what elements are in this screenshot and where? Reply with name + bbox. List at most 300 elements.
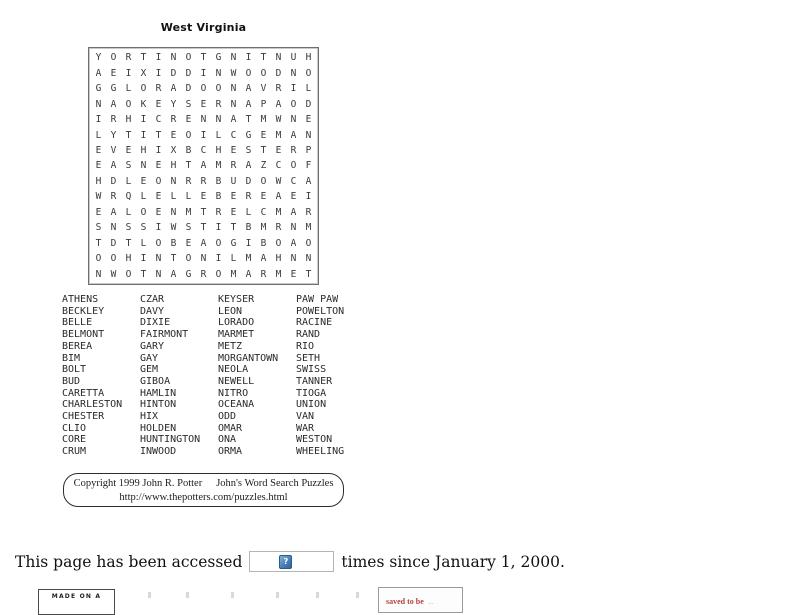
- grid-letter: R: [290, 145, 297, 157]
- grid-letter: D: [170, 67, 177, 79]
- badge-red-text: saved to be: [386, 597, 424, 606]
- grid-letter: T: [170, 253, 177, 265]
- word-list-item: ODD: [218, 411, 237, 423]
- word-list-item: NEOLA: [218, 364, 249, 376]
- grid-letter: M: [260, 222, 267, 234]
- letter-top-mark: [148, 592, 151, 598]
- grid-letter: X: [140, 67, 147, 79]
- grid-letter: L: [230, 253, 237, 265]
- grid-letter: M: [245, 253, 252, 265]
- grid-letter: R: [215, 206, 222, 218]
- grid-letter: A: [245, 83, 252, 95]
- grid-letter: A: [245, 268, 252, 280]
- grid-letter: R: [230, 160, 237, 172]
- grid-letter: W: [275, 175, 282, 187]
- grid-letter: R: [200, 175, 207, 187]
- grid-letter: R: [110, 191, 117, 203]
- made-on-a-badge: MADE ON A: [38, 589, 115, 615]
- grid-letter: E: [95, 145, 102, 157]
- grid-letter: G: [110, 83, 117, 95]
- word-list-item: UNION: [296, 399, 327, 411]
- word-list-column: [218, 294, 296, 458]
- word-list-item: HAMLIN: [140, 387, 177, 399]
- grid-letter: R: [155, 83, 162, 95]
- grid-letter: A: [290, 237, 297, 249]
- word-list-item: ATHENS: [62, 294, 99, 305]
- grid-letter: W: [275, 114, 282, 126]
- grid-letter: I: [200, 67, 207, 79]
- grid-letter: E: [290, 191, 297, 203]
- grid-letter: E: [155, 191, 162, 203]
- grid-letter: A: [170, 268, 177, 280]
- grid-letter: C: [200, 145, 207, 157]
- grid-letter: L: [170, 191, 177, 203]
- word-list-item: CARETTA: [62, 387, 105, 399]
- grid-letter: T: [140, 268, 147, 280]
- grid-letter: I: [140, 253, 147, 265]
- grid-letter: T: [200, 52, 207, 64]
- grid-letter: I: [200, 129, 207, 141]
- grid-letter: O: [290, 98, 297, 110]
- grid-letter: L: [215, 129, 222, 141]
- grid-letter: N: [200, 253, 207, 265]
- letter-top-mark: [186, 592, 189, 598]
- grid-letter: A: [110, 98, 117, 110]
- grid-letter: N: [305, 129, 312, 141]
- grid-letter: R: [305, 206, 312, 218]
- grid-letter: T: [200, 222, 207, 234]
- grid-letter: O: [125, 268, 132, 280]
- grid-letter: A: [260, 253, 267, 265]
- access-counter-line: [15, 551, 565, 572]
- grid-letter: H: [140, 145, 147, 157]
- word-search-grid: [88, 47, 319, 285]
- grid-letter: N: [110, 222, 117, 234]
- grid-letter: L: [185, 191, 192, 203]
- grid-letter: C: [155, 114, 162, 126]
- grid-letter: H: [275, 253, 282, 265]
- grid-letter: N: [155, 253, 162, 265]
- grid-letter: O: [305, 237, 312, 249]
- grid-letter: T: [305, 268, 312, 280]
- grid-letter: R: [125, 52, 132, 64]
- grid-letter: S: [125, 160, 132, 172]
- word-list-item: BOLT: [62, 364, 87, 376]
- grid-letter: E: [155, 160, 162, 172]
- grid-letter: N: [230, 83, 237, 95]
- word-list-item: ORMA: [218, 446, 243, 458]
- grid-letter: D: [110, 175, 117, 187]
- grid-letter: I: [155, 67, 162, 79]
- grid-letter: L: [95, 129, 102, 141]
- grid-letter: H: [125, 253, 132, 265]
- grid-letter: P: [305, 145, 312, 157]
- grid-letter: O: [305, 67, 312, 79]
- word-list-column: [296, 294, 386, 458]
- grid-letter: F: [305, 160, 312, 172]
- grid-letter: A: [245, 98, 252, 110]
- grid-letter: R: [110, 114, 117, 126]
- grid-letter: L: [125, 83, 132, 95]
- grid-letter: W: [170, 222, 177, 234]
- grid-letter: O: [125, 98, 132, 110]
- grid-letter: S: [245, 145, 252, 157]
- grid-letter: N: [230, 98, 237, 110]
- word-list-item: BECKLEY: [62, 305, 105, 317]
- grid-letter: I: [215, 222, 222, 234]
- site-name-text: John's Word Search Puzzles: [216, 478, 334, 489]
- grid-letter: O: [95, 253, 102, 265]
- grid-letter: D: [245, 175, 252, 187]
- grid-letter: A: [170, 83, 177, 95]
- grid-letter: S: [140, 222, 147, 234]
- grid-letter: E: [260, 191, 267, 203]
- grid-letter: I: [245, 237, 252, 249]
- word-list-item: BELLE: [62, 317, 93, 329]
- grid-letter: O: [110, 52, 117, 64]
- grid-letter: T: [140, 52, 147, 64]
- grid-letter: A: [275, 98, 282, 110]
- grid-letter: T: [125, 129, 132, 141]
- grid-letter: M: [185, 206, 192, 218]
- grid-letter: R: [185, 175, 192, 187]
- word-list-item: TIOGA: [296, 387, 327, 399]
- grid-letter: D: [110, 237, 117, 249]
- grid-letter: B: [245, 222, 252, 234]
- letter-top-mark: [316, 592, 319, 598]
- word-list-item: BUD: [62, 375, 81, 387]
- grid-letter: I: [140, 114, 147, 126]
- word-list-item: DIXIE: [140, 317, 171, 329]
- grid-letter: A: [200, 160, 207, 172]
- word-list-item: HIX: [140, 411, 159, 423]
- word-list-item: SWISS: [296, 364, 327, 376]
- grid-letter: E: [275, 145, 282, 157]
- grid-letter: E: [230, 206, 237, 218]
- grid-letter: R: [275, 222, 282, 234]
- word-list-item: DAVY: [140, 305, 165, 317]
- grid-letter: T: [260, 52, 267, 64]
- grid-letter: O: [215, 268, 222, 280]
- grid-letter: B: [260, 237, 267, 249]
- grid-letter: E: [125, 145, 132, 157]
- grid-letter: T: [230, 222, 237, 234]
- grid-letter: O: [155, 175, 162, 187]
- grid-letter: I: [140, 129, 147, 141]
- grid-letter: C: [290, 175, 297, 187]
- grid-letter: A: [110, 160, 117, 172]
- grid-letter: M: [275, 206, 282, 218]
- grid-letter: N: [275, 52, 282, 64]
- word-list-item: HOLDEN: [140, 422, 177, 434]
- grid-letter: B: [170, 237, 177, 249]
- word-list-item: CHESTER: [62, 411, 105, 423]
- grid-letter: G: [95, 83, 102, 95]
- broken-image-icon: ?: [279, 555, 292, 569]
- grid-letter: E: [260, 129, 267, 141]
- grid-letter: U: [230, 175, 237, 187]
- grid-letter: A: [245, 160, 252, 172]
- grid-letter: M: [305, 222, 312, 234]
- grid-letter: C: [230, 129, 237, 141]
- word-list-item: RACINE: [296, 317, 333, 329]
- grid-letter: I: [125, 67, 132, 79]
- grid-letter: R: [215, 98, 222, 110]
- grid-letter: S: [185, 222, 192, 234]
- grid-letter: P: [260, 98, 267, 110]
- grid-letter: I: [290, 83, 297, 95]
- grid-letter: B: [215, 175, 222, 187]
- grid-letter: O: [245, 67, 252, 79]
- grid-letter: L: [245, 206, 252, 218]
- word-list-item: CHARLESTON: [62, 399, 123, 411]
- grid-letter: T: [200, 206, 207, 218]
- word-list-item: TANNER: [296, 375, 333, 387]
- word-list-item: ONA: [218, 434, 237, 446]
- grid-letter: E: [230, 145, 237, 157]
- grid-letter: X: [170, 145, 177, 157]
- grid-letter: E: [305, 114, 312, 126]
- grid-letter: A: [275, 191, 282, 203]
- word-list-item: HUNTINGTON: [140, 434, 201, 446]
- word-list-item: NITRO: [218, 387, 249, 399]
- word-list-item: GEM: [140, 364, 159, 376]
- word-list-item: INWOOD: [140, 446, 177, 458]
- grid-letter: T: [245, 114, 252, 126]
- grid-letter: E: [95, 206, 102, 218]
- grid-letter: E: [95, 160, 102, 172]
- grid-letter: N: [230, 52, 237, 64]
- word-list-item: GIBOA: [140, 375, 171, 387]
- word-list-item: SETH: [296, 352, 321, 364]
- grid-letter: C: [260, 206, 267, 218]
- grid-letter: N: [200, 114, 207, 126]
- grid-letter: O: [155, 237, 162, 249]
- grid-letter: N: [215, 114, 222, 126]
- word-list-column: [62, 294, 140, 458]
- grid-letter: N: [290, 222, 297, 234]
- letter-top-mark: [276, 592, 279, 598]
- grid-letter: L: [140, 191, 147, 203]
- grid-letter: N: [290, 114, 297, 126]
- grid-letter: W: [110, 268, 117, 280]
- grid-letter: L: [125, 175, 132, 187]
- grid-letter: T: [125, 237, 132, 249]
- grid-letter: N: [215, 67, 222, 79]
- grid-letter: K: [140, 98, 147, 110]
- grid-letter: O: [185, 129, 192, 141]
- grid-letter: H: [170, 160, 177, 172]
- grid-letter: M: [275, 129, 282, 141]
- grid-letter: O: [185, 52, 192, 64]
- grid-letter: A: [305, 175, 312, 187]
- grid-letter: T: [185, 160, 192, 172]
- grid-letter: E: [170, 129, 177, 141]
- grid-letter: N: [170, 52, 177, 64]
- grid-letter: D: [185, 67, 192, 79]
- grid-letter: E: [200, 191, 207, 203]
- grid-letter: E: [140, 175, 147, 187]
- grid-letter: M: [275, 268, 282, 280]
- grid-letter: O: [140, 83, 147, 95]
- word-list-item: WHEELING: [296, 446, 345, 458]
- word-list-item: CZAR: [140, 294, 165, 305]
- grid-letter: V: [260, 83, 267, 95]
- grid-letter: N: [140, 160, 147, 172]
- word-list-item: BELMONT: [62, 329, 105, 341]
- grid-letter: O: [200, 83, 207, 95]
- copyright-text: Copyright 1999 John R. Potter: [73, 478, 203, 489]
- word-list-item: GARY: [140, 340, 165, 352]
- grid-letter: D: [275, 67, 282, 79]
- grid-letter: H: [215, 145, 222, 157]
- grid-letter: A: [290, 129, 297, 141]
- grid-letter: E: [290, 268, 297, 280]
- grid-letter: E: [230, 191, 237, 203]
- word-list-item: NEWELL: [218, 375, 255, 387]
- grid-letter: Z: [260, 160, 267, 172]
- grid-letter: N: [170, 206, 177, 218]
- grid-letter: A: [290, 206, 297, 218]
- word-list-item: GAY: [140, 352, 159, 364]
- grid-letter: H: [125, 114, 132, 126]
- grid-letter: D: [305, 98, 312, 110]
- grid-letter: M: [215, 160, 222, 172]
- grid-letter: L: [140, 237, 147, 249]
- badge-gray-text: ...: [428, 598, 434, 606]
- grid-letter: G: [245, 129, 252, 141]
- word-list-item: WESTON: [296, 434, 333, 446]
- page-title: West Virginia: [160, 21, 247, 34]
- grid-letter: A: [230, 114, 237, 126]
- grid-letter: M: [260, 114, 267, 126]
- word-list-item: METZ: [218, 340, 243, 352]
- word-list-item: MORGANTOWN: [218, 352, 279, 364]
- grid-letter: Q: [125, 191, 132, 203]
- word-list-item: FAIRMONT: [140, 329, 189, 341]
- grid-letter: L: [125, 206, 132, 218]
- grid-letter: O: [290, 160, 297, 172]
- grid-letter: A: [110, 206, 117, 218]
- grid-letter: N: [305, 253, 312, 265]
- word-list-column: [140, 294, 218, 458]
- grid-letter: W: [95, 191, 102, 203]
- grid-letter: R: [200, 268, 207, 280]
- word-list-item: CLIO: [62, 422, 87, 434]
- grid-letter: E: [155, 98, 162, 110]
- word-list-item: VAN: [296, 411, 315, 423]
- word-list-item: LEON: [218, 305, 243, 317]
- word-list-item: KEYSER: [218, 294, 255, 305]
- grid-letter: U: [290, 52, 297, 64]
- grid-letter: E: [200, 98, 207, 110]
- grid-letter: M: [230, 268, 237, 280]
- word-list: [62, 294, 386, 458]
- copyright-line: [64, 477, 343, 491]
- grid-letter: S: [95, 222, 102, 234]
- word-list-item: MARMET: [218, 329, 255, 341]
- word-list-item: CORE: [62, 434, 87, 446]
- grid-letter: G: [185, 268, 192, 280]
- grid-letter: G: [230, 237, 237, 249]
- grid-letter: I: [155, 222, 162, 234]
- grid-letter: T: [155, 129, 162, 141]
- word-list-item: OCEANA: [218, 399, 255, 411]
- grid-letter: N: [95, 98, 102, 110]
- grid-letter: S: [125, 222, 132, 234]
- word-list-item: BIM: [62, 352, 81, 364]
- word-list-item: WAR: [296, 422, 315, 434]
- grid-letter: N: [290, 67, 297, 79]
- grid-letter: D: [185, 83, 192, 95]
- grid-letter: R: [260, 268, 267, 280]
- grid-letter: O: [185, 253, 192, 265]
- grid-letter: N: [290, 253, 297, 265]
- word-list-item: POWELTON: [296, 305, 345, 317]
- word-list-item: RAND: [296, 329, 321, 341]
- grid-letter: Y: [110, 129, 117, 141]
- word-list-item: OMAR: [218, 422, 243, 434]
- grid-letter: G: [215, 52, 222, 64]
- grid-letter: H: [95, 175, 102, 187]
- grid-letter: W: [230, 67, 237, 79]
- letter-top-mark: [356, 592, 359, 598]
- word-list-item: HINTON: [140, 399, 177, 411]
- grid-letter: R: [275, 83, 282, 95]
- grid-letter: N: [95, 268, 102, 280]
- word-list-item: BEREA: [62, 340, 93, 352]
- grid-letter: R: [170, 114, 177, 126]
- grid-letter: O: [275, 237, 282, 249]
- grid-letter: I: [305, 191, 312, 203]
- letter-top-mark: [231, 592, 234, 598]
- grid-letter: N: [170, 175, 177, 187]
- grid-letter: V: [110, 145, 117, 157]
- grid-letter: I: [155, 145, 162, 157]
- grid-letter: O: [260, 175, 267, 187]
- grid-letter: E: [185, 237, 192, 249]
- grid-letter: I: [95, 114, 102, 126]
- word-list-item: PAW PAW: [296, 294, 339, 305]
- site-url-text: http://www.thepotters.com/puzzles.html: [119, 491, 288, 503]
- grid-letter: B: [215, 191, 222, 203]
- grid-letter: A: [95, 67, 102, 79]
- grid-letter: O: [110, 253, 117, 265]
- word-list-item: CRUM: [62, 446, 87, 458]
- grid-letter: I: [245, 52, 252, 64]
- grid-letter: I: [155, 52, 162, 64]
- grid-letter: L: [305, 83, 312, 95]
- access-suffix-text: times since January 1, 2000.: [341, 552, 565, 571]
- grid-letter: S: [185, 98, 192, 110]
- grid-letter: A: [200, 237, 207, 249]
- grid-letter: C: [275, 160, 282, 172]
- grid-letter: E: [155, 206, 162, 218]
- grid-letter: O: [260, 67, 267, 79]
- grid-letter: O: [215, 237, 222, 249]
- grid-letter: O: [140, 206, 147, 218]
- grid-letter: I: [215, 253, 222, 265]
- grid-letter: H: [305, 52, 312, 64]
- word-list-item: RIO: [296, 340, 315, 352]
- grid-letter: R: [245, 191, 252, 203]
- hit-counter-box: [249, 551, 334, 572]
- copyright-box: [63, 473, 344, 507]
- grid-letter: E: [185, 114, 192, 126]
- grid-letter: E: [110, 67, 117, 79]
- grid-letter: N: [155, 268, 162, 280]
- grid-letter: Y: [170, 98, 177, 110]
